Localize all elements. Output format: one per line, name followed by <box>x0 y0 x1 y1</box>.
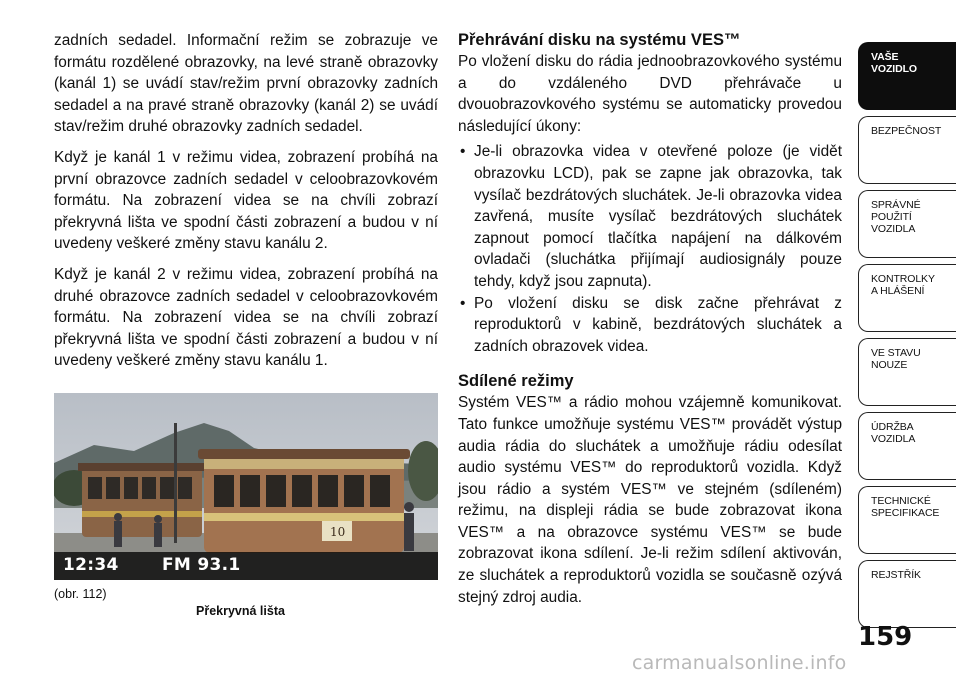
tab-label: TECHNICKÉ SPECIFIKACE <box>871 495 940 519</box>
paragraph: Po vložení disku do rádia jednoobrazovkového systému a do vzdáleného DVD přehrávače u dvouobrazovkového systému se automaticky provedou následující úkony: <box>458 53 842 135</box>
tab-ve-stavu-nouze[interactable] <box>858 338 956 406</box>
bullet-list <box>458 141 842 357</box>
bullet-item: • Po vložení disku se disk začne přehrávat z reproduktorů v kabině, bezdrátových sluchátek a zadních obrazovek videa. <box>458 293 842 358</box>
section-heading: Přehrávání disku na systému VES™ <box>458 31 741 49</box>
figure-number: (obr. 112) <box>54 587 107 601</box>
tab-technicke-specifikace[interactable] <box>858 486 956 554</box>
tab-udrzba[interactable] <box>858 412 956 480</box>
page-number: 159 <box>858 622 913 652</box>
osd-time: 12:34 <box>63 555 119 575</box>
overlay-bar <box>54 552 438 580</box>
tab-label: SPRÁVNÉ POUŽITÍ VOZIDLA <box>871 199 921 235</box>
section-heading: Sdílené režimy <box>458 372 574 391</box>
paragraph: Když je kanál 2 v režimu videa, zobrazení probíhá na druhé obrazovce zadních sedadel v celoobrazovkovém formátu. Na zobrazení videa se na chvíli zobrazí překryvná lišta ve spodní části zobrazení a budou v ní uvedeny veškeré změny stavu kanálu 1. <box>54 265 438 370</box>
tab-label: REJSTŘÍK <box>871 569 921 581</box>
tab-kontrolky[interactable] <box>858 264 956 332</box>
tab-label: ÚDRŽBA VOZIDLA <box>871 421 916 445</box>
bullet-item: • Je-li obrazovka videa v otevřené poloze (je vidět obrazovku LCD), pak se zapne jak obrazovka, tak vysílač bezdrátových sluchátek. Je-li obrazovka videa zavřená, musíte vysílač bezdrátových sluchátek zapnout pomocí tlačítka napájení na dálkovém ovladači (sluchátka přijímají audiosignály pouze tehdy, když jsou zapnuta). <box>458 141 842 292</box>
tab-label: BEZPEČNOST <box>871 125 942 137</box>
paragraph: zadních sedadel. Informační režim se zobrazuje ve formátu rozdělené obrazovky, na levé straně obrazovky (kanál 1) se uvádí stav/režim první obrazovky zadních sedadel a na pravé straně obrazovky (kanál 2) se uvádí stav/režim druhé obrazovky zadních sedadel. <box>54 32 438 136</box>
figure-caption: Překryvná lišta <box>196 604 285 618</box>
paragraph: Když je kanál 1 v režimu videa, zobrazení probíhá na první obrazovce zadních sedadel v celoobrazovkovém formátu. Na zobrazení videa se na chvíli zobrazí překryvná lišta ve spodní části zobrazení a budou v ní uvedeny veškeré změny stavu kanálu 2. <box>54 148 438 253</box>
tab-spravne-pouziti[interactable] <box>858 190 956 258</box>
watermark-text: carmanualsonline.info <box>632 652 847 674</box>
paragraph: Systém VES™ a rádio mohou vzájemně komunikovat. Tato funkce umožňuje systému VES™ provádět výstup audia rádia do sluchátek a umožňuje rádiu odesílat audio systému VES™ do reproduktorů vozidla. Když jsou rádio a systém VES™ ve stejném (sdíleném) režimu, na displeji rádia se bude zobrazovat ikona VES™ a na obrazovce systému VES™ se bude zobrazovat ikona sdílení. Je-li režim sdílení aktivován, ze sluchátek a reproduktorů vozidla se současně ozývá stejný zdroj audia. <box>458 394 842 606</box>
tab-label: VE STAVU NOUZE <box>871 347 921 371</box>
tab-bezpecnost[interactable] <box>858 116 956 184</box>
tab-label: VAŠE VOZIDLO <box>871 51 917 75</box>
osd-radio-station: FM 93.1 <box>162 555 241 575</box>
tab-rejstrik[interactable] <box>858 560 956 628</box>
figure-photo <box>54 393 438 580</box>
tab-label: KONTROLKY A HLÁŠENÍ <box>871 273 935 297</box>
svg-text:10: 10 <box>330 525 346 539</box>
left-text-column <box>54 30 438 381</box>
right-text-column <box>458 30 842 617</box>
tab-vase-vozidlo[interactable] <box>858 42 956 110</box>
